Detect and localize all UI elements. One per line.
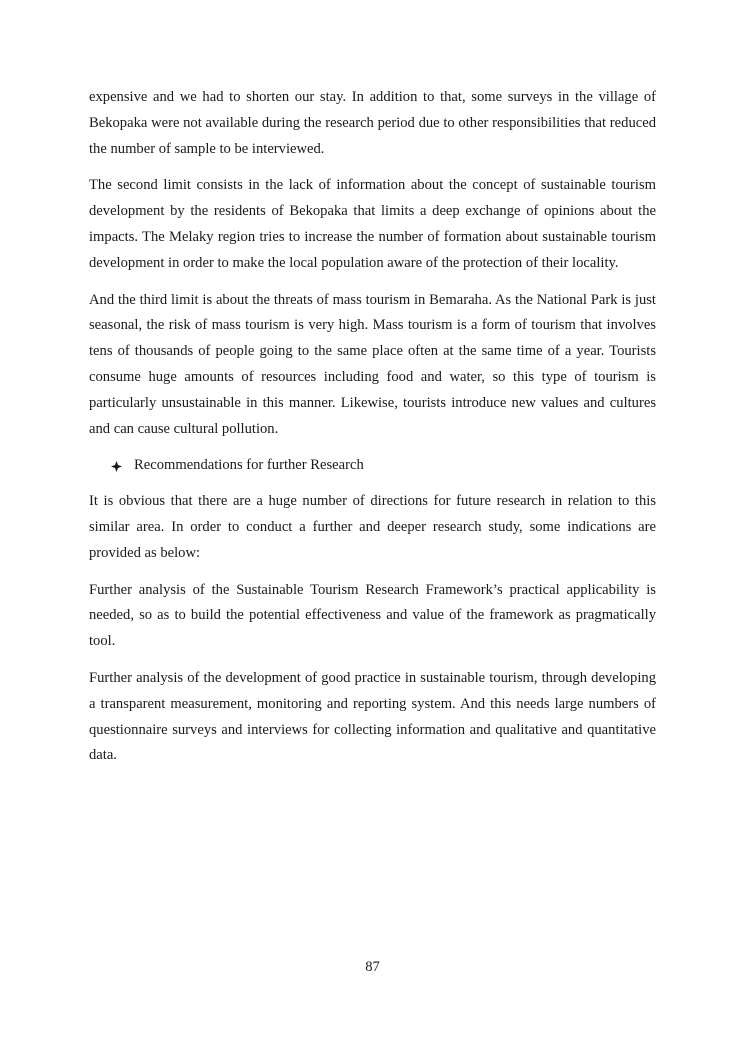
diamond-bullet-icon xyxy=(111,461,122,472)
paragraph-good-practice-analysis: Further analysis of the development of good practice in sustainable tourism, through developing a transparent measurement, monitoring and reporting system. And this needs large numbers of questionnaire surveys and interviews for collecting information and qualitative and quantitative data. xyxy=(89,669,656,764)
paragraph-recommendations-intro: It is obvious that there are a huge number of directions for future research in relation to this similar area. In order to conduct a further and deeper research study, some indications are provided as below: xyxy=(89,493,656,561)
paragraph-second-limit: The second limit consists in the lack of information about the concept of sustainable tourism development by the residents of Bekopaka that limits a deep exchange of opinions about the impacts. The Melaky region tries to increase the number of formation about sustainable tourism development in order to make the local population aware of the protection of their locality. xyxy=(89,177,656,271)
paragraph-framework-analysis: Further analysis of the Sustainable Tourism Research Framework’s practical applicability is needed, so as to build the potential effectiveness and value of the framework as pragmatically tool. xyxy=(89,581,656,650)
paragraph-third-limit: And the third limit is about the threats of mass tourism in Bemaraha. As the National Park is just seasonal, the risk of mass tourism is very high. Mass tourism is a form of tourism that involves tens of thousands of people going to the same place often at the same time of a year. Tourists consume huge amounts of resources including food and water, so this type of tourism is particularly unsustainable in this manner. Likewise, tourists introduce new values and cultures and can cause cultural pollution. xyxy=(89,291,656,437)
page-number: 87 xyxy=(365,959,380,975)
section-heading-recommendations xyxy=(89,453,656,479)
paragraph-survey-limit: expensive and we had to shorten our stay. In addition to that, some surveys in the village of Bekopaka were not available during the research period due to other responsibilities that reduced the number of sample to be interviewed. xyxy=(89,89,656,157)
document-page xyxy=(89,85,656,780)
section-heading-text: Recommendations for further Research xyxy=(134,457,364,474)
